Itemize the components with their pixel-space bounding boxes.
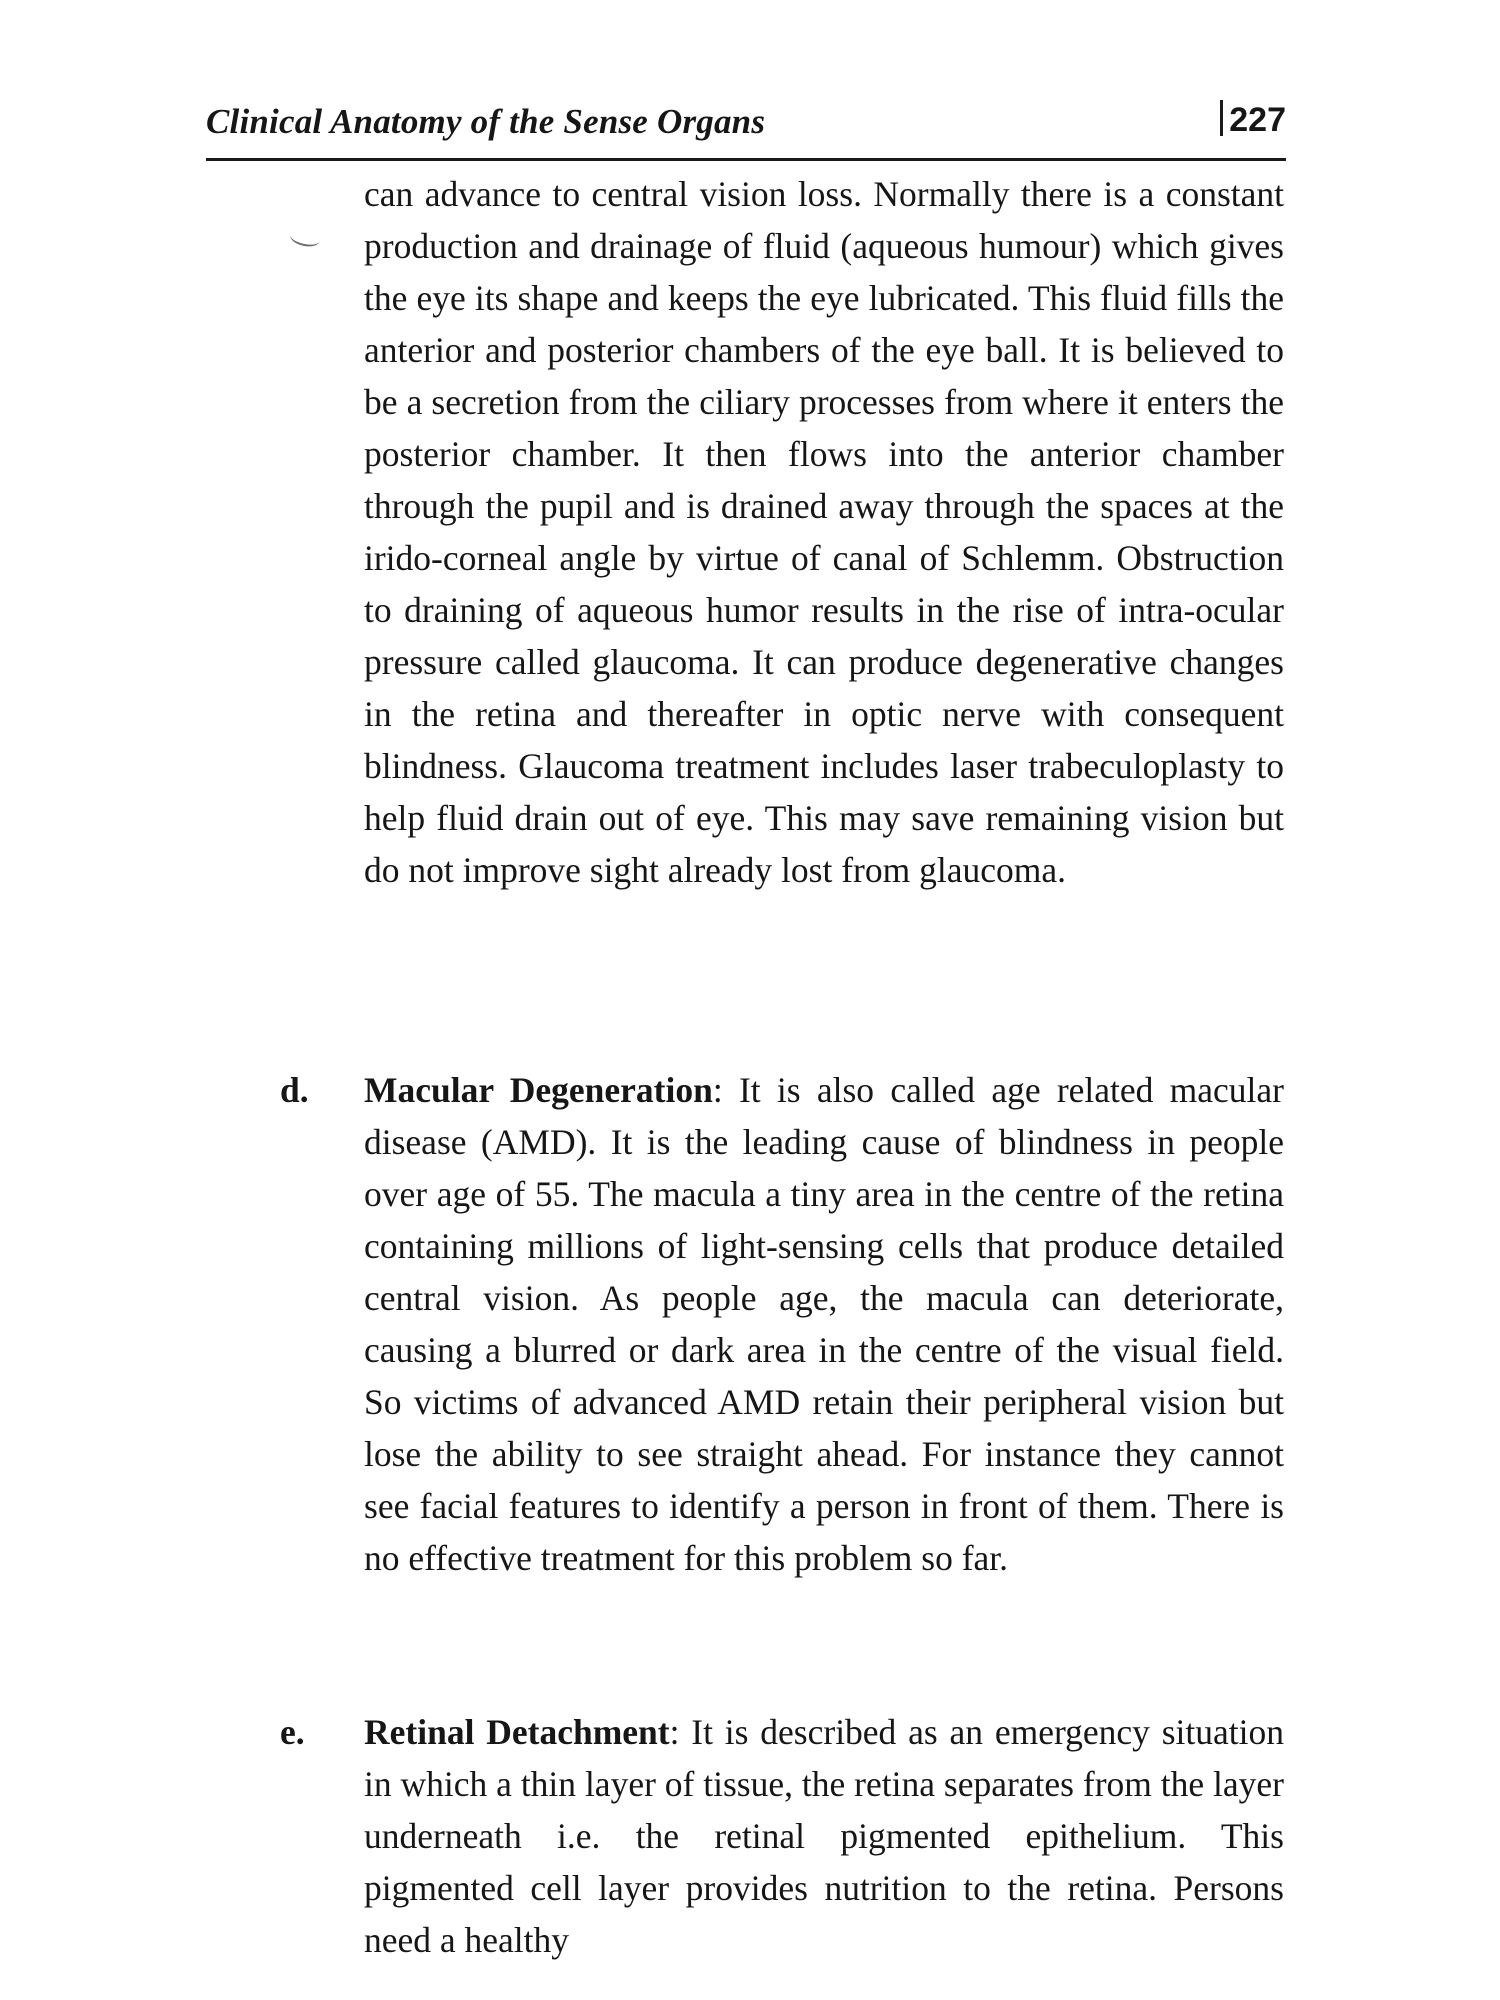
item-separator: : (669, 1712, 680, 1752)
list-item-body (364, 1064, 1284, 1584)
body-paragraph: can advance to central vision loss. Normally there is a constant production and drainage of fluid (aqueous humour) which gives the eye its shape and keeps the eye lubricated. This fluid fills the anterior and posterior chambers of the eye ball. It is believed to be a secretion from the ciliary processes from where it enters the posterior chamber. It then flows into the anterior chamber through the pupil and is drained away through the spaces at the irido-corneal angle by virtue of canal of Schlemm. Obstruction to draining of aqueous humor results in the rise of intra-ocular pressure called glaucoma. It can produce degenerative changes in the retina and thereafter in optic nerve with consequent blindness. Glaucoma treatment includes laser trabeculoplasty to help fluid drain out of eye. This may save remaining vision but do not improve sight already lost from glaucoma. (364, 174, 1284, 890)
page-number-block (1220, 100, 1286, 140)
item-description: It is also called age related macular disease (AMD). It is the leading cause of blindness in people over age of 55. The macula a tiny area in the centre of the retina containing millions of light-sensing cells that produce detailed central vision. As people age, the macula can deteriorate, causing a blurred or dark area in the centre of the visual field. So victims of advanced AMD retain their peripheral vision but lose the ability to see straight ahead. For instance they cannot see facial features to identify a person in front of them. There is no effective treatment for this problem so far. (364, 1070, 1284, 1578)
list-marker: d. (280, 1070, 309, 1110)
item-term: Macular Degeneration (364, 1070, 713, 1110)
divider-bar (1220, 100, 1223, 136)
item-separator: : (712, 1070, 723, 1110)
pen-mark (289, 227, 322, 249)
list-marker: e. (280, 1712, 305, 1752)
item-description: It is described as an emergency situation in which a thin layer of tissue, the retina separates from the layer underneath i.e. the retinal pigmented epithelium. This pigmented cell layer provides nutrition to the retina. Persons need a healthy (364, 1712, 1284, 1960)
item-term: Retinal Detachment (364, 1712, 670, 1752)
list-item-body (364, 1706, 1284, 1966)
chapter-title: Clinical Anatomy of the Sense Organs (206, 102, 766, 141)
running-header (206, 100, 1286, 161)
page-number: 227 (1229, 101, 1286, 139)
